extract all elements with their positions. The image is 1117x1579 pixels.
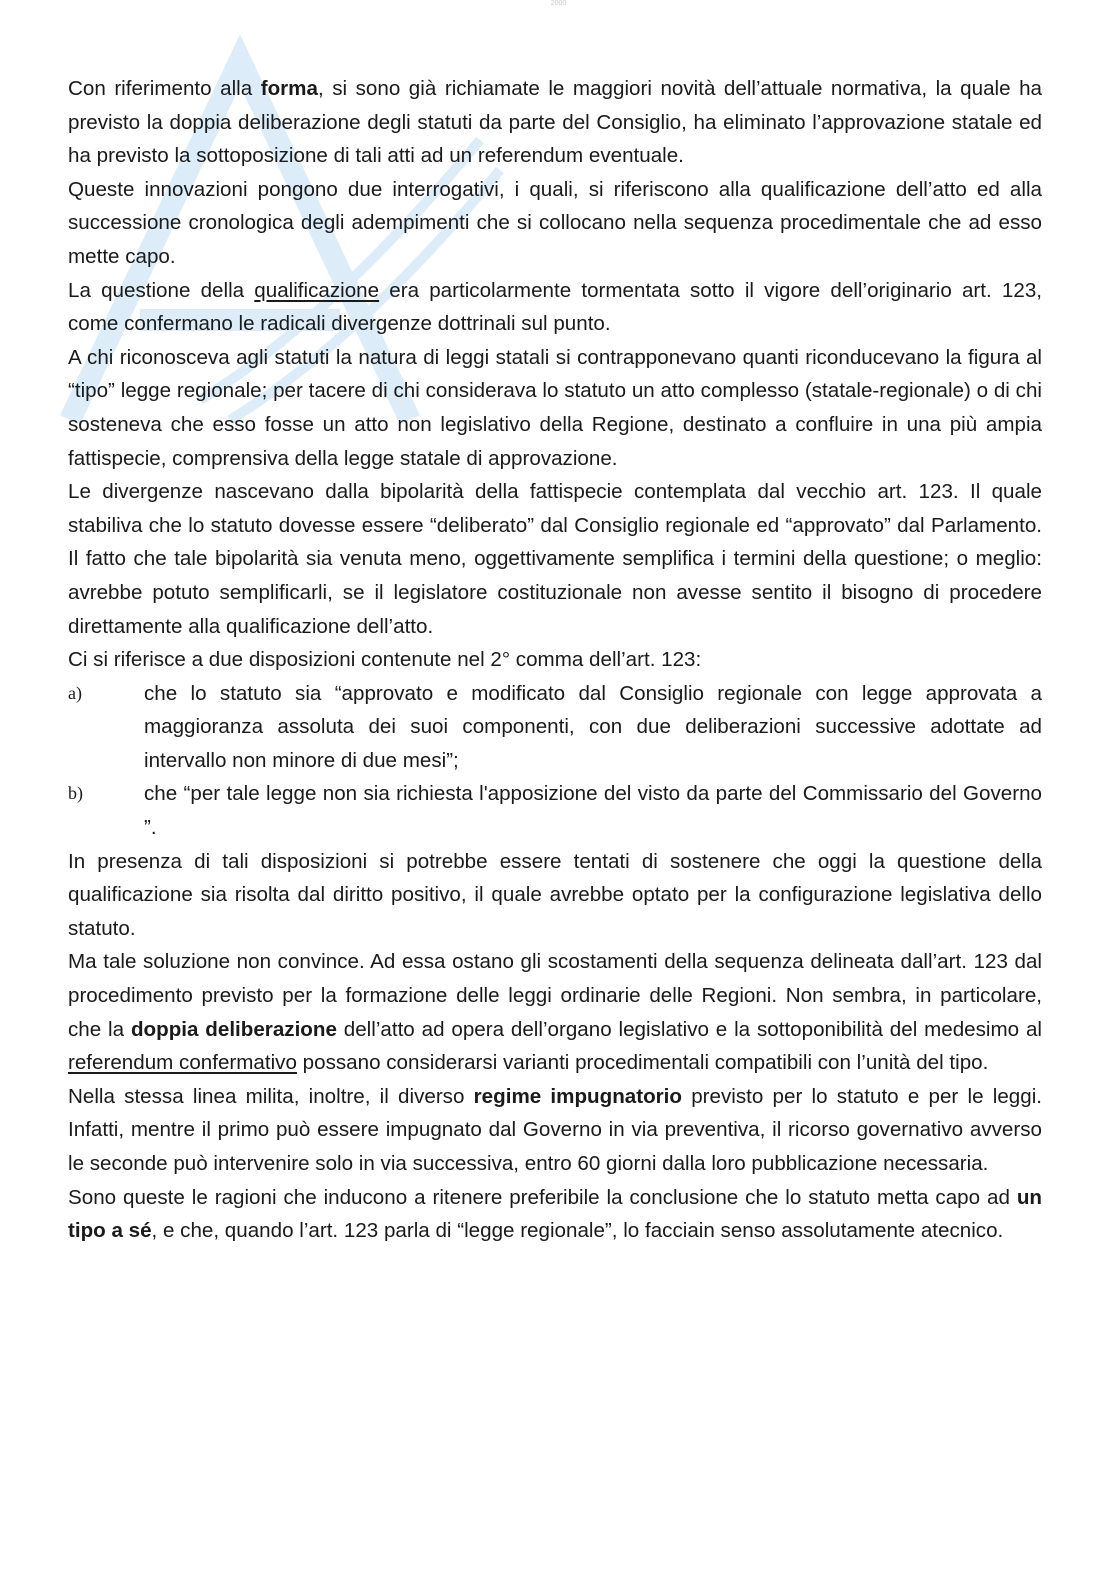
list-item <box>68 677 1042 778</box>
list-item <box>68 777 1042 844</box>
document-body <box>68 72 1042 1248</box>
underlined-referendum: referendum confermativo <box>68 1051 297 1075</box>
paragraph-qualificazione: La questione della qualificazione era particolarmente tormentata sotto il vigore dell’originario art. 123, come confermano le radicali divergenze dottrinali sul punto. <box>68 278 1042 336</box>
list-item-text: che “per tale legge non sia richiesta l'apposizione del visto da parte del Commissario del Governo ”. <box>144 782 1042 840</box>
underlined-qualificazione: qualificazione <box>254 278 380 302</box>
paragraph-interrogativi: Queste innovazioni pongono due interrogativi, i quali, si riferiscono alla qualificazione dell’atto ed alla successione cronologica degli adempimenti che si collocano nella sequenza procedimentale che ad esso mette capo. <box>68 177 1042 268</box>
keyword-tipo-a-se: un tipo a sé <box>68 1185 1042 1243</box>
list-marker: a) <box>68 682 82 703</box>
paragraph-diritto-positivo: In presenza di tali disposizioni si potrebbe essere tentati di sostenere che oggi la questione della qualificazione sia risolta dal diritto positivo, il quale avrebbe optato per la configurazione legislativa dello statuto. <box>68 849 1042 940</box>
keyword-regime-impugnatorio: regime impugnatorio <box>473 1084 682 1108</box>
paragraph-conclusione: Sono queste le ragioni che inducono a ritenere preferibile la conclusione che lo statuto metta capo ad un tipo a sé, e che, quando l’art. 123 parla di “legge regionale”, lo facciain senso assolutamente atecnico. <box>68 1185 1042 1243</box>
paragraph-forma: Con riferimento alla forma, si sono già richiamate le maggiori novità dell’attuale normativa, la quale ha previsto la doppia deliberazione degli statuti da parte del Consiglio, ha eliminato l’approvazione statale ed ha previsto la sottoposizione di tali atti ad un referendum eventuale. <box>68 77 1043 168</box>
paragraph-disposizioni-intro: Ci si riferisce a due disposizioni contenute nel 2° comma dell’art. 123: <box>68 648 702 672</box>
list-marker: b) <box>68 783 83 804</box>
page-header-mark: 2000 <box>550 0 567 7</box>
keyword-doppia-deliberazione: doppia deliberazione <box>130 1017 337 1041</box>
paragraph-regime-impugnatorio: Nella stessa linea milita, inoltre, il diverso regime impugnatorio previsto per lo statuto e per le leggi. Infatti, mentre il primo può essere impugnato dal Governo in via preventiva, il ricorso governativo avverso le seconde può intervenire solo in via successiva, entro 60 giorni dalla loro pubblicazione necessaria. <box>68 1084 1043 1175</box>
paragraph-natura-statuti: A chi riconosceva agli statuti la natura di leggi statali si contrapponevano quanti riconducevano la figura al “tipo” legge regionale; per tacere di chi considerava lo statuto un atto complesso (statale-regionale) o di chi sosteneva che esso fosse un atto non legislativo della Regione, destinato a confluire in una più ampia fattispecie, comprensiva della legge statale di approvazione. <box>68 345 1042 470</box>
list-item-text: che lo statuto sia “approvato e modificato dal Consiglio regionale con legge approvata a maggioranza assoluta dei suoi componenti, con due deliberazioni successive adottate ad intervallo non minore di due mesi”; <box>144 681 1042 772</box>
paragraph-divergenze: Le divergenze nascevano dalla bipolarità della fattispecie contemplata dal vecchio art. 123. Il quale stabiliva che lo statuto dovesse essere “deliberato” dal Consiglio regionale ed “approvato” dal Parlamento. Il fatto che tale bipolarità sia venuta meno, oggettivamente semplifica i termini della questione; o meglio: avrebbe potuto semplificarli, se il legislatore costituzionale non avesse sentito il bisogno di procedere direttamente alla qualificazione dell’atto. <box>68 480 1042 638</box>
paragraph-soluzione: Ma tale soluzione non convince. Ad essa ostano gli scostamenti della sequenza delineata dall’art. 123 dal procedimento previsto per la formazione delle leggi ordinarie delle Regioni. Non sembra, in particolare, che la doppia deliberazione dell’atto ad opera dell’organo legislativo e la sottoponibilità del medesimo al referendum confermativo possano considerarsi varianti procedimentali compatibili con l’unità del tipo. <box>68 950 1043 1075</box>
keyword-forma: forma <box>260 77 318 100</box>
